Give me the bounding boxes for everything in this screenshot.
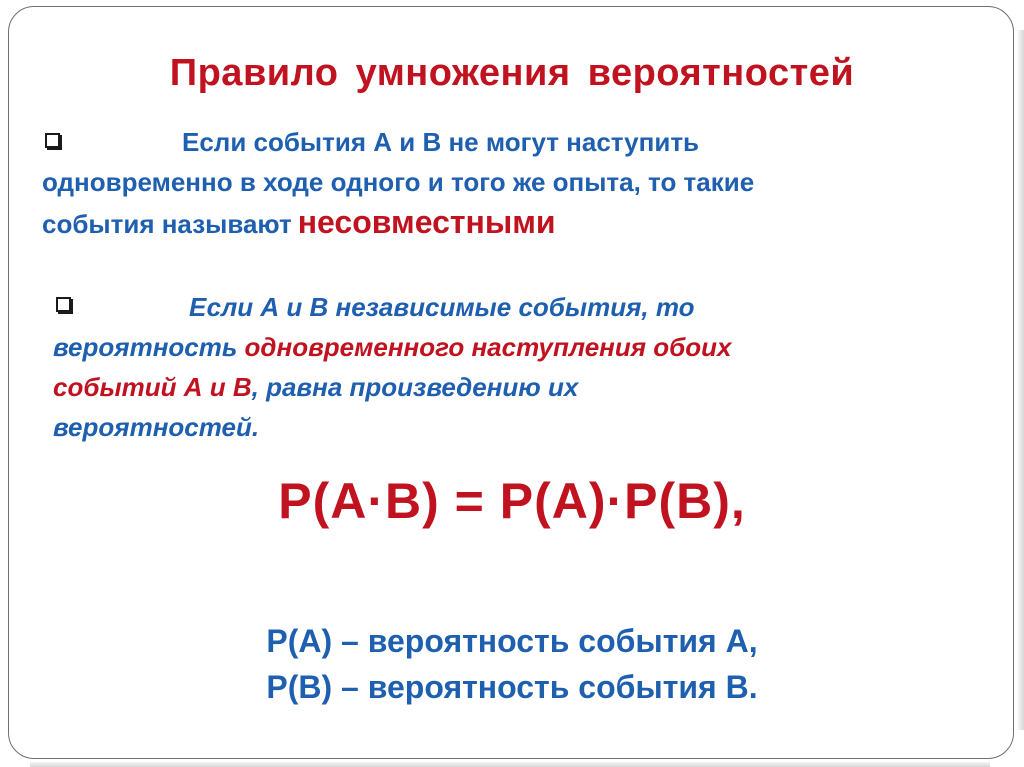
rule1-line1: Если события А и В не могут наступить xyxy=(182,127,700,157)
rule-incompatible-events xyxy=(42,122,1002,244)
slide-title: Правило умножения вероятностей xyxy=(169,52,855,94)
rule-independent-events xyxy=(53,287,993,447)
rule1-line2: одновременно в ходе одного и того же опыта, то такие xyxy=(42,167,755,197)
rule2-line4: вероятностей. xyxy=(53,412,260,442)
multiplication-formula: Р(А·В) = Р(А)·Р(В), xyxy=(278,473,746,529)
rule2-line2 xyxy=(53,327,993,367)
rule1-line3 xyxy=(42,202,1002,244)
definition-pb: Р(В) – вероятность события В. xyxy=(266,669,758,705)
rule2-line2-blue: вероятность xyxy=(53,332,245,362)
term-incompatible: несовместными xyxy=(297,204,556,240)
rule2-line3-blue: , равна произведению их xyxy=(251,372,579,402)
definition-pa: Р(А) – вероятность события А, xyxy=(266,623,758,659)
rule1-line3-prefix: события называют xyxy=(42,209,292,239)
definitions xyxy=(0,618,1024,710)
rule2-line3 xyxy=(53,367,993,407)
rule2-line1: Если А и В независимые события, то xyxy=(189,292,695,322)
rule2-line2-red: одновременного наступления обоих xyxy=(244,332,732,362)
page-edge-shadow-bottom xyxy=(30,762,990,767)
rule2-line3-red: событий А и В xyxy=(53,372,252,402)
